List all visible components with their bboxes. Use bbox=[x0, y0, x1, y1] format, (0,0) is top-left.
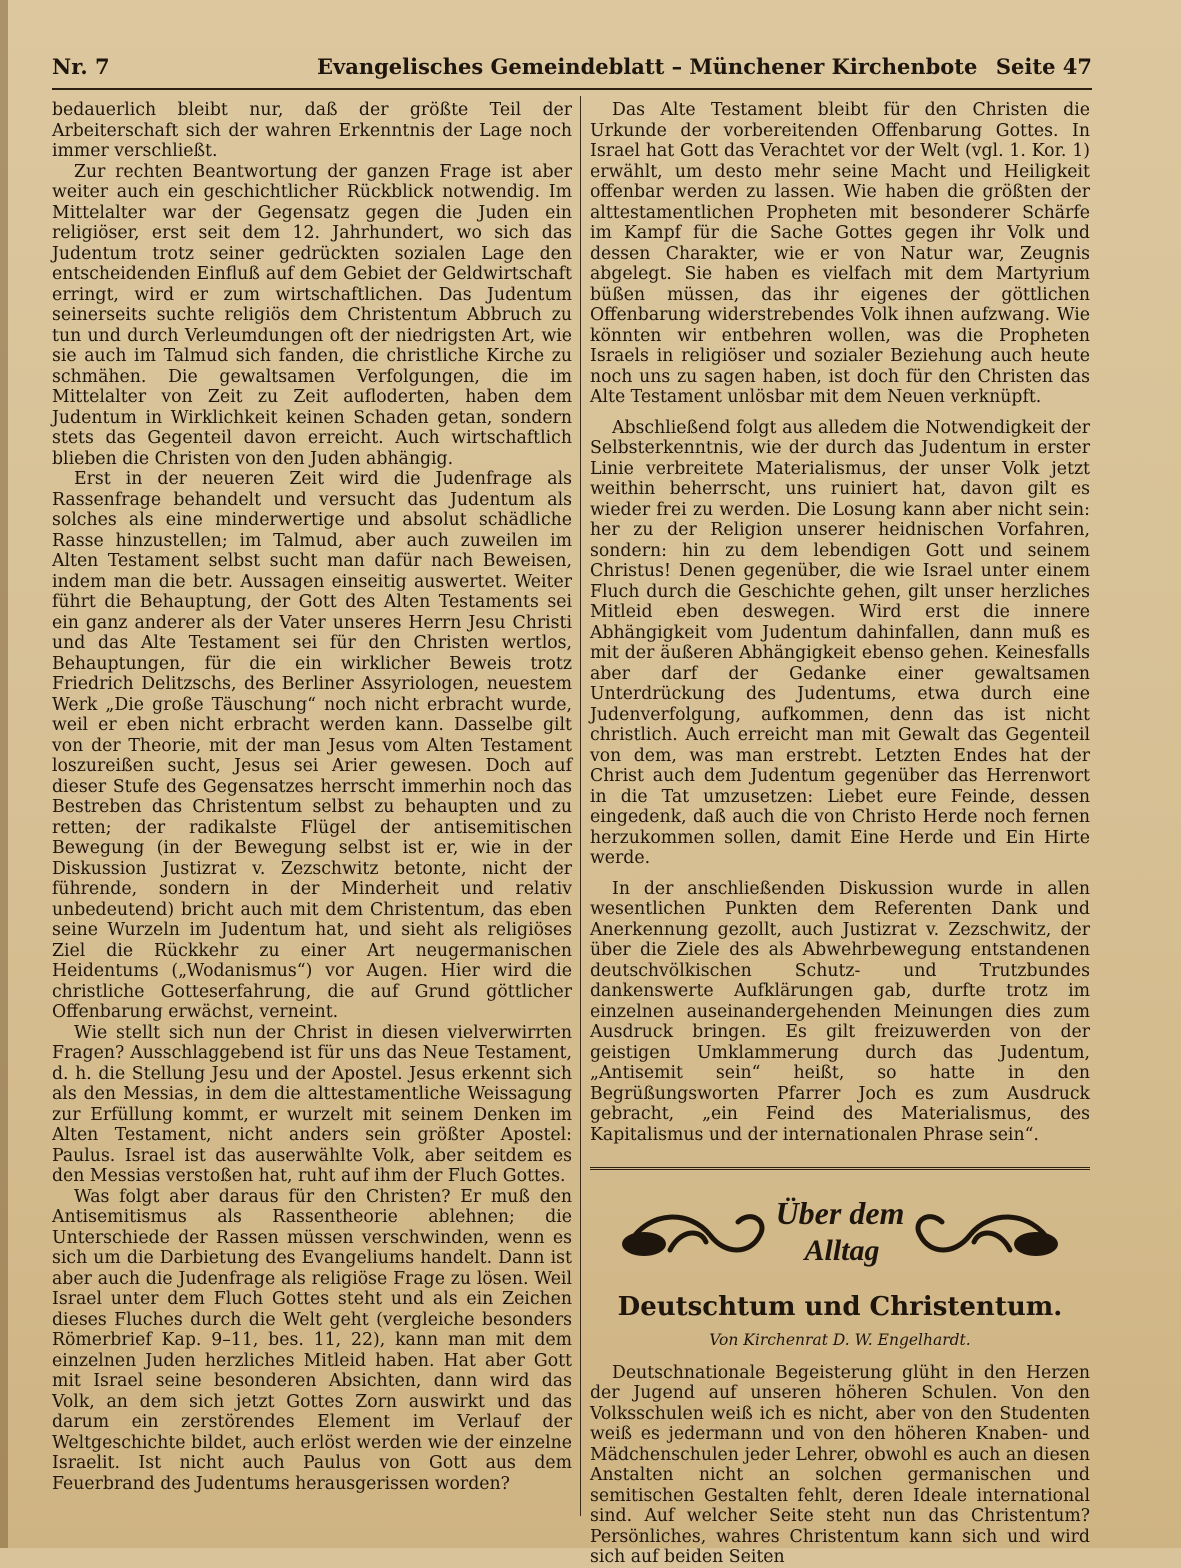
page-header bbox=[52, 54, 1092, 84]
banner-line1: Über dem bbox=[775, 1195, 905, 1231]
paragraph: Zur rechten Beantwortung der ganzen Frage ist aber weiter auch ein geschichtlicher Rückblick notwendig. Im Mittelalter war der Gegensatz gegen die Juden ein religiöser, erst seit dem 12. Jahrhundert, wo sich das Judentum trotz seiner gedrückten sozialen Lage den entscheidenden Einfluß auf dem Gebiet der Geldwirtschaft erringt, wird er zum wirtschaftlichen. Das Judentum seinerseits suchte religiös dem Christentum Abbruch zu tun und durch Verleumdungen oft der niedrigsten Art, wie sie auch im Talmud sich fanden, die christliche Kirche zu schmähen. Die gewaltsamen Verfolgungen, die im Mittelalter von Zeit zu Zeit aufloderten, haben dem Judentum in Wirklichkeit keinen Schaden getan, sondern stets das Gegenteil davon erreicht. Auch wirtschaftlich blieben die Christen von den Juden abhängig. bbox=[52, 161, 572, 469]
paragraph: Erst in der neueren Zeit wird die Judenfrage als Rassenfrage behandelt und versucht das Judentum als solches als eine minderwertige und absolut schädliche Rasse hinzustellen; im Talmud, aber auch zuweilen im Alten Testament selbst sucht man dafür nach Beweisen, indem man die betr. Aussagen einseitig auswertet. Weiter führt die Behauptung, der Gott des Alten Testaments sei ein ganz anderer als der Vater unseres Herrn Jesu Christi und das Alte Testament sei für den Christen wertlos, Behauptungen, für die ein wirklicher Beweis trotz Friedrich Delitzschs, des Berliner Assyriologen, neuestem Werk „Die große Täuschung“ noch nicht erbracht wurde, weil er eben nicht erbracht werden kann. Dasselbe gilt von der Theorie, mit der man Jesus vom Alten Testament loszureißen sucht, Jesus sei Arier gewesen. Doch auf dieser Stufe des Gegensatzes herrscht immerhin noch das Bestreben das Christentum selbst zu behaupten und zu retten; der radikalste Flügel der antisemitischen Bewegung (in der Bewegung selbst ist er, wie in der Diskussion Justizrat v. Zezschwitz betonte, nicht der führende, sondern in der Minderheit und relativ unbedeutend) bricht auch mit dem Christentum, das eben seine Wurzeln im Judentum hat, und sieht als religiöses Ziel die Rückkehr zu einer Art neugermanischen Heidentums („Wodanismus“) vor Augen. Hier wird die christliche Gotteserfahrung, die auf Grund göttlicher Offenbarung erwächst, verneint. bbox=[52, 469, 572, 1022]
page-number: Seite 47 bbox=[995, 54, 1092, 79]
paragraph: bedauerlich bleibt nur, daß der größte Teil der Arbeiterschaft sich der wahren Erkenntnis der Lage noch immer verschließt. bbox=[52, 100, 572, 161]
right-column bbox=[590, 100, 1090, 1567]
binding-edge bbox=[0, 0, 8, 1548]
section-divider bbox=[590, 1167, 1090, 1170]
section-banner bbox=[610, 1180, 1070, 1278]
column-divider bbox=[580, 96, 581, 1516]
paragraph: Was folgt aber daraus für den Christen? Er muß den Antisemitismus als Rassentheorie ablehnen; die Unterschiede der Rassen müssen verschwinden, wenn es sich um die Darbietung des Evangeliums handelt. Dann ist aber auch die Judenfrage als religiöse Frage zu lösen. Weil Israel unter dem Fluch Gottes steht und als ein Zeichen dieses Fluches durch die Welt geht (vergleiche besonders Römerbrief Kap. 9–11, bes. 11, 22), kann man mit dem einzelnen Juden herzliches Mitleid haben. Hat aber Gott mit Israel seine besonderen Absichten, dann wird das Volk, an dem sich jetzt Gottes Zorn auswirkt und das darum ein zerstörendes Element im Verlauf der Weltgeschichte bildet, auch erlöst werden wie der einzelne Israelit. Ist nicht auch Paulus von Gott aus dem Feuerbrand des Judentums herausgerissen worden? bbox=[52, 1186, 572, 1494]
paragraph: Das Alte Testament bleibt für den Christen die Urkunde der vorbereitenden Offenbarung Gottes. In Israel hat Gott das Verachtet vor der Welt (vgl. 1. Kor. 1) erwählt, um desto mehr seine Macht und Heiligkeit offenbar werden zu lassen. Wie haben die größten der alttestamentlichen Propheten mit besonderer Schärfe im Kampf für die Sache Gottes gegen ihr Volk und dessen Charakter, wie er von Natur war, Zeugnis abgelegt. Sie haben es vielfach mit dem Martyrium büßen müssen, das ihr eigenes der göttlichen Offenbarung widerstrebendes Volk ihnen aufzwang. Wie könnten wir entbehren wollen, was die Propheten Israels in religiöser und sozialer Beziehung auch heute noch uns zu sagen haben, ist doch für den Christen das Alte Testament unlösbar mit dem Neuen verknüpft. bbox=[590, 100, 1090, 407]
article-author: Von Kirchenrat D. W. Engelhardt. bbox=[709, 1331, 971, 1349]
left-scroll-ornament bbox=[670, 1233, 706, 1250]
left-column bbox=[52, 100, 572, 1520]
right-leaf-ornament bbox=[1014, 1232, 1058, 1256]
left-leaf-ornament bbox=[622, 1232, 666, 1256]
banner-line2: Alltag bbox=[804, 1234, 880, 1267]
article-paragraph: Deutschnationale Begeisterung glüht in den Herzen der Jugend auf unseren höheren Schulen. Von den Volksschulen weiß ich es nicht, aber von den Studenten weiß es jedermann und von den höheren Knaben- und Mädchenschulen jeder Lehrer, obwohl es auch an diesen Anstalten nicht an solchen germanischen und semitischen Gestalten fehlt, deren Ideale international sind. Auf welcher Seite steht nun das Christentum? Persönliches, wahres Christentum kann sich und wird sich auf beiden Seiten bbox=[590, 1362, 1090, 1567]
right-scroll-ornament bbox=[974, 1233, 1010, 1250]
paragraph: Wie stellt sich nun der Christ in diesen vielverwirrten Fragen? Ausschlaggebend ist für uns das Neue Testament, d. h. die Stellung Jesu und der Apostel. Jesus erkennt sich als den Messias, in dem die alttestamentliche Weissagung zur Erfüllung kommt, er wurzelt mit seinem Denken im Alten Testament, nicht anders sein größter Apostel: Paulus. Israel ist das auserwählte Volk, aber seitdem es den Messias verstoßen hat, ruht auf ihm der Fluch Gottes. bbox=[52, 1022, 572, 1186]
publication-title: Evangelisches Gemeindeblatt – Münchener Kirchenbote bbox=[317, 54, 978, 79]
header-rule bbox=[52, 88, 1092, 90]
issue-number: Nr. 7 bbox=[52, 54, 110, 79]
paragraph: In der anschließenden Diskussion wurde in allen wesentlichen Punkten dem Referenten Dank und Anerkennung gezollt, auch Justizrat v. Zezschwitz, der über die Ziele des als Abwehrbewegung entstandenen deutschvölkischen Schutz- und Trutzbundes dankenswerte Aufklärungen gab, durfte trotz im einzelnen auseinandergehenden Meinungen dies zum Ausdruck bringen. Es gilt freizuwerden von der geistigen Umklammerung durch das Judentum, „Antisemit sein“ heißt, so hatte in den Begrüßungsworten Pfarrer Joch es zum Ausdruck gebracht, „ein Feind des Materialismus, des Kapitalismus und der internationalen Phrase sein“. bbox=[590, 878, 1090, 1145]
article-title: Deutschtum und Christentum. bbox=[617, 1292, 1063, 1322]
paragraph: Abschließend folgt aus alledem die Notwendigkeit der Selbsterkenntnis, wie der durch das Judentum in erster Linie verbreitete Materialismus, der unser Volk jetzt weithin beherrscht, uns ruiniert hat, davon gilt es wieder frei zu werden. Die Losung kann aber nicht sein: her zu der Religion unserer heidnischen Vorfahren, sondern: hin zu dem lebendigen Gott und seinem Christus! Denen gegenüber, die wie Israel unter einem Fluch durch die Geschichte gehen, gilt unser herzliches Mitleid eben deswegen. Wird erst die innere Abhängigkeit vom Judentum dahinfallen, dann muß es mit der äußeren Abhängigkeit ebenso gehen. Keinesfalls aber darf der Gedanke einer gewaltsamen Unterdrückung des Judentums, etwa durch eine Judenverfolgung, aufkommen, denn das ist nicht christlich. Auch erreicht man mit Gewalt das Gegenteil von dem, was man erstrebt. Letzten Endes hat der Christ auch dem Judentum gegenüber das Herrenwort in die Tat umzusetzen: Liebet eure Feinde, dessen eingedenk, daß auch die von Christo Herde noch fernen herzukommen sollen, damit Eine Herde und Ein Hirte werde. bbox=[590, 417, 1090, 868]
